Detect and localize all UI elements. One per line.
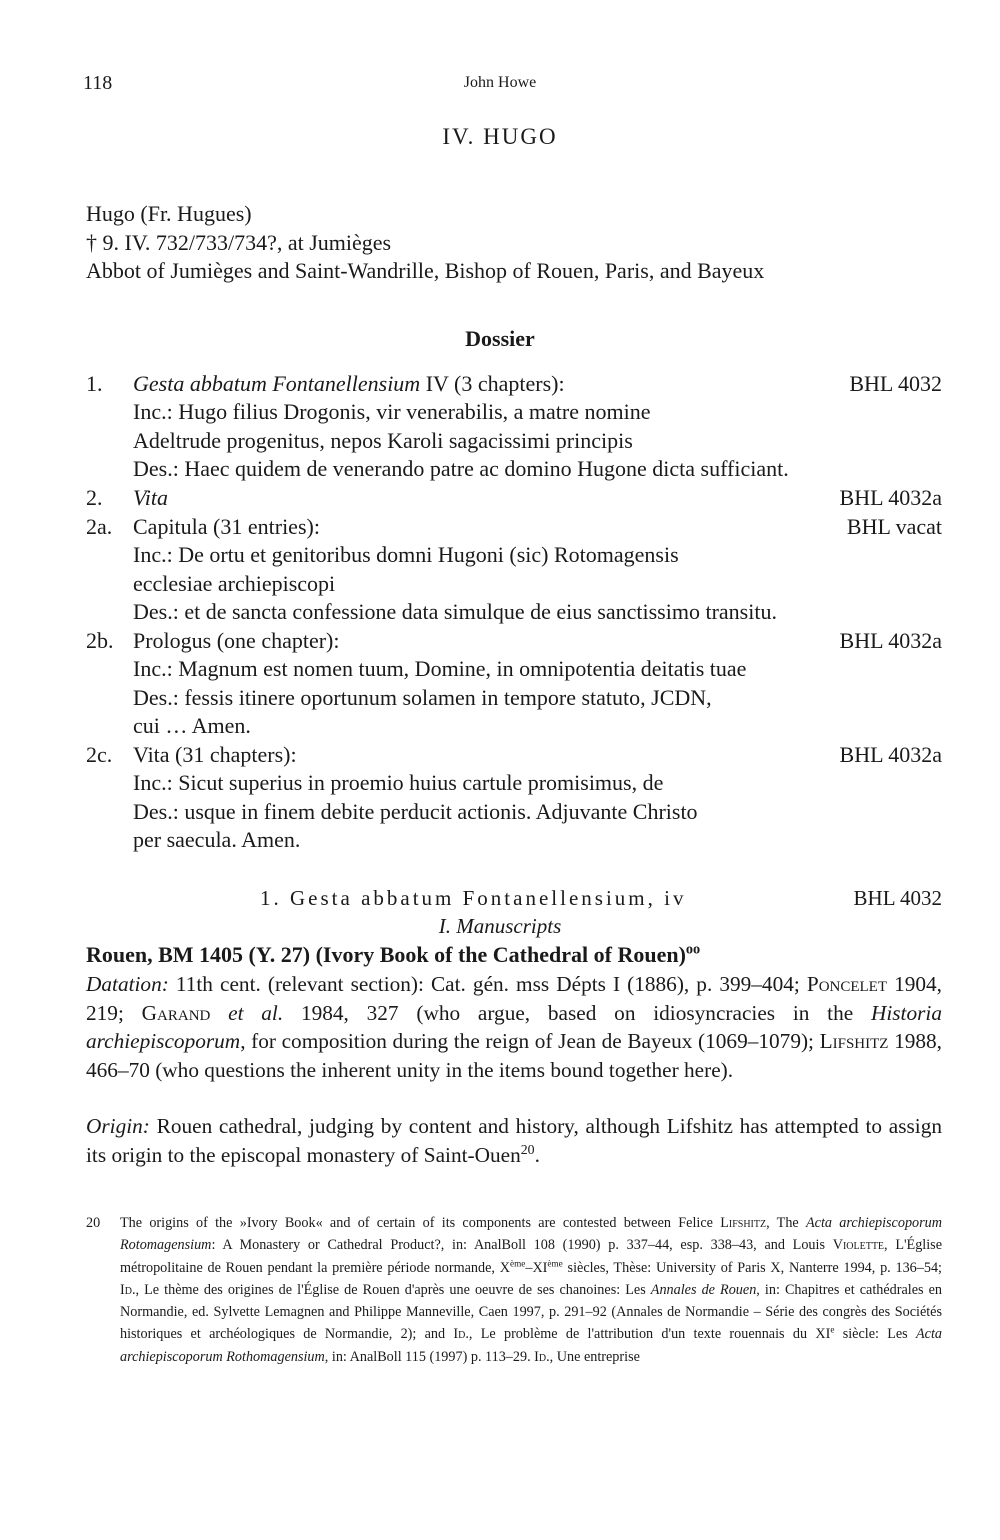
dossier-item-bhl: BHL 4032a — [839, 628, 942, 653]
dossier-item-bhl: BHL 4032a — [839, 742, 942, 767]
dossier-item-line: cui … Amen. — [133, 713, 251, 738]
dossier-heading: Dossier — [465, 326, 535, 351]
footnote-text: The origins of the »Ivory Book« and of certain of its components are contested between Felice Lifshitz, The Acta archiepiscoporum Rotomagensium: A Monastery or Cathedral Product?, in: AnalBoll 108 (1990) p. 337–44, esp. 338–43, and Louis Violette, L'Église métropolitaine de Rouen pendant la première période normande, Xème–XIème siècles, Thèse: University of Paris X, Nanterre 1994, p. 136–54; Id., Le thème des origines de l'Église de Rouen d'après une oeuvre de ses chanoines: Les Annales de Rouen, in: Chapitres et cathédrales en Normandie, ed. Sylvette Lemagnen and Philippe Manneville, Caen 1997, p. 291–92 (Annales de Normandie – Série des congrès des Sociétés historiques et archéologiques de Normandie, 2); and Id., Le problème de l'attribution d'un texte rouennais du XIe siècle: Les Acta archiepiscoporum Rothomagensium, in: AnalBoll 115 (1997) p. 113–29. Id., Une entreprise — [120, 1215, 943, 1365]
subsection-title: 1. Gesta abbatum Fontanellensium, iv — [260, 886, 687, 910]
dossier-item-bhl: BHL vacat — [846, 514, 942, 539]
dossier-item-number: 2a. — [86, 514, 113, 539]
footnote — [86, 1212, 942, 1368]
footnote-ref[interactable]: 20 — [520, 1141, 535, 1157]
footnote-number: 20 — [86, 1215, 101, 1231]
dossier-item-line: Inc.: De ortu et genitoribus domni Hugoni (sic) Rotomagensis — [133, 542, 679, 567]
dossier-item-number: 2b. — [86, 628, 114, 653]
manuscript-heading: Rouen, BM 1405 (Y. 27) (Ivory Book of the Cathedral of Rouen)$^{oo}$ — [86, 941, 701, 967]
dossier-item-number: 1. — [86, 371, 103, 396]
dossier-item-line: Inc.: Hugo filius Drogonis, vir venerabilis, a matre nomine — [133, 399, 651, 424]
section-title: IV. HUGO — [442, 124, 558, 149]
dossier-item-line: Inc.: Magnum est nomen tuum, Domine, in omnipotentia deitatis tuae — [133, 656, 747, 681]
dossier-item-title: Capitula (31 entries): — [133, 514, 320, 539]
dossier-item-line: Adeltrude progenitus, nepos Karoli sagacissimi principis — [133, 428, 633, 453]
dossier-item-bhl: BHL 4032 — [849, 371, 942, 396]
death-date: † 9. IV. 732/733/734?, at Jumièges — [86, 230, 392, 255]
dossier-item-line: Inc.: Sicut superius in proemio huius cartule promisimus, de — [133, 770, 664, 795]
dossier-item-title: Vita (31 chapters): — [133, 742, 297, 767]
page-number: 118 — [83, 72, 113, 94]
dossier-item-line: Des.: et de sancta confessione data simulque de eius sanctissimo transitu. — [133, 599, 777, 624]
saint-name: Hugo (Fr. Hugues) — [86, 201, 252, 226]
dossier-item-bhl: BHL 4032a — [839, 485, 942, 510]
dossier-item-line: Des.: usque in finem debite perducit actionis. Adjuvante Christo — [133, 799, 698, 824]
dossier-item-line: Des.: fessis itinere oportunum solamen in tempore statuto, JCDN, — [133, 685, 712, 710]
dossier-item-number: 2. — [86, 485, 103, 510]
manuscripts-heading: I. Manuscripts — [438, 914, 562, 938]
dossier-item-line: Des.: Haec quidem de venerando patre ac domino Hugone dicta sufficiant. — [133, 456, 789, 481]
dossier-item-line: ecclesiae archiepiscopi — [133, 571, 336, 596]
datation-paragraph: Datation: 11th cent. (relevant section): Cat. gén. mss Dépts I (1886), p. 399–404; Poncelet 1904, 219; Garand et al. 1984, 327 (who argue, based on idiosyncracies in the Historia archiepiscoporum, for composition during the reign of Jean de Bayeux (1069–1079); Lifshitz 1988, 466–70 (who questions the inherent unity in the items bound together here). — [86, 972, 942, 1082]
dossier-item-line: per saecula. Amen. — [133, 827, 301, 852]
subsection-bhl: BHL 4032 — [853, 886, 942, 910]
origin-paragraph: Origin: Rouen cathedral, judging by content and history, although Lifshitz has attempted to assign its origin to the episcopal monastery of Saint-Ouen$^{20}$. — [86, 1114, 942, 1167]
dossier-item-number: 2c. — [86, 742, 113, 767]
running-head: John Howe — [463, 74, 537, 91]
dossier-item-title: Vita — [133, 485, 169, 510]
dossier-item-title: Prologus (one chapter): — [133, 628, 340, 653]
dossier-item-title: Gesta abbatum Fontanellensium IV (3 chapters): — [133, 371, 565, 396]
saint-offices: Abbot of Jumièges and Saint-Wandrille, Bishop of Rouen, Paris, and Bayeux — [86, 258, 765, 283]
